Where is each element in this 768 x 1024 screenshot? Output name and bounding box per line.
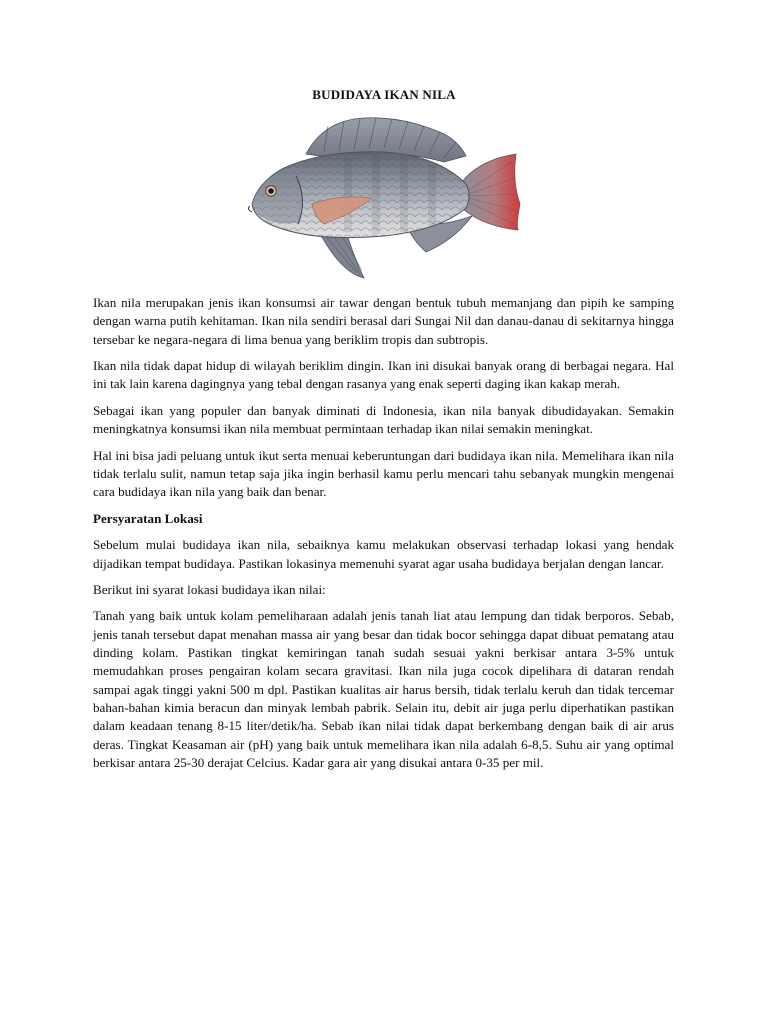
section-paragraph-3: Tanah yang baik untuk kolam pemeliharaan adalah jenis tanah liat atau lempung dan tidak berporos. Sebab, jenis tanah tersebut dapat menahan massa air yang besar dan tidak bocor sehingga dapat dibuat pematang atau dinding kolam. Pastikan tingkat kemiringan tanah sudah sesuai yakni berkisar antara 3-5% untuk memudahkan proses pengairan kolam secara gravitasi. Ikan nila juga cocok dipelihara di dataran rendah sampai agak tinggi yakni 500 m dpl. Pastikan kualitas air harus bersih, tidak terlalu keruh dan tidak tercemar bahan-bahan kimia beracun dan minyak lembah pabrik. Selain itu, debit air juga perlu diperhatikan pastikan dalam keadaan tenang 8-15 liter/detik/ha. Sebab ikan nilai tidak dapat berkembang dengan baik di air arus deras. Tingkat Keasaman air (pH) yang baik untuk memelihara ikan nila adalah 6-8,5. Suhu air yang optimal berkisar antara 25-30 derajat Celcius. Kadar gara air yang disukai antara 0-35 per mil. — [93, 608, 674, 770]
section-paragraph-2: Berikut ini syarat lokasi budidaya ikan nilai: — [93, 581, 326, 597]
section-heading: Persyaratan Lokasi — [93, 510, 203, 526]
intro-paragraph-1: Ikan nila merupakan jenis ikan konsumsi air tawar dengan bentuk tubuh memanjang dan pipih ke samping dengan warna putih kehitaman. Ikan nila sendiri berasal dari Sungai Nil dan danau-danau di sekitarnya hingga tersebar ke negara-negara di lima benua yang beriklim tropis dan subtropis. — [93, 295, 674, 347]
intro-paragraph-4: Hal ini bisa jadi peluang untuk ikut serta menuai keberuntungan dari budidaya ikan nila. Memelihara ikan nila tidak terlalu sulit, namun tetap saja jika ingin berhasil kamu perlu mencari tahu sebanyak mungkin mengenai cara budidaya ikan nila yang baik dan benar. — [93, 447, 674, 500]
section-paragraph-1: Sebelum mulai budidaya ikan nila, sebaiknya kamu melakukan observasi terhadap lokasi yang hendak dijadikan tempat budidaya. Pastikan lokasinya memenuhi syarat agar usaha budidaya berjalan dengan lancar. — [93, 537, 674, 571]
tilapia-fish-illustration-icon — [244, 112, 524, 282]
intro-paragraph-3: Sebagai ikan yang populer dan banyak diminati di Indonesia, ikan nila banyak dibudidayakan. Semakin meningkatnya konsumsi ikan nila membuat permintaan terhadap ikan nilai semakin meningkat. — [93, 402, 674, 437]
document-body — [93, 294, 674, 780]
intro-paragraph-2: Ikan nila tidak dapat hidup di wilayah beriklim dingin. Ikan ini disukai banyak orang di berbagai negara. Hal ini tak lain karena dagingnya yang tebal dengan rasanya yang enak seperti daging ikan kakap merah. — [93, 358, 674, 392]
document-title: BUDIDAYA IKAN NILA — [312, 87, 456, 102]
